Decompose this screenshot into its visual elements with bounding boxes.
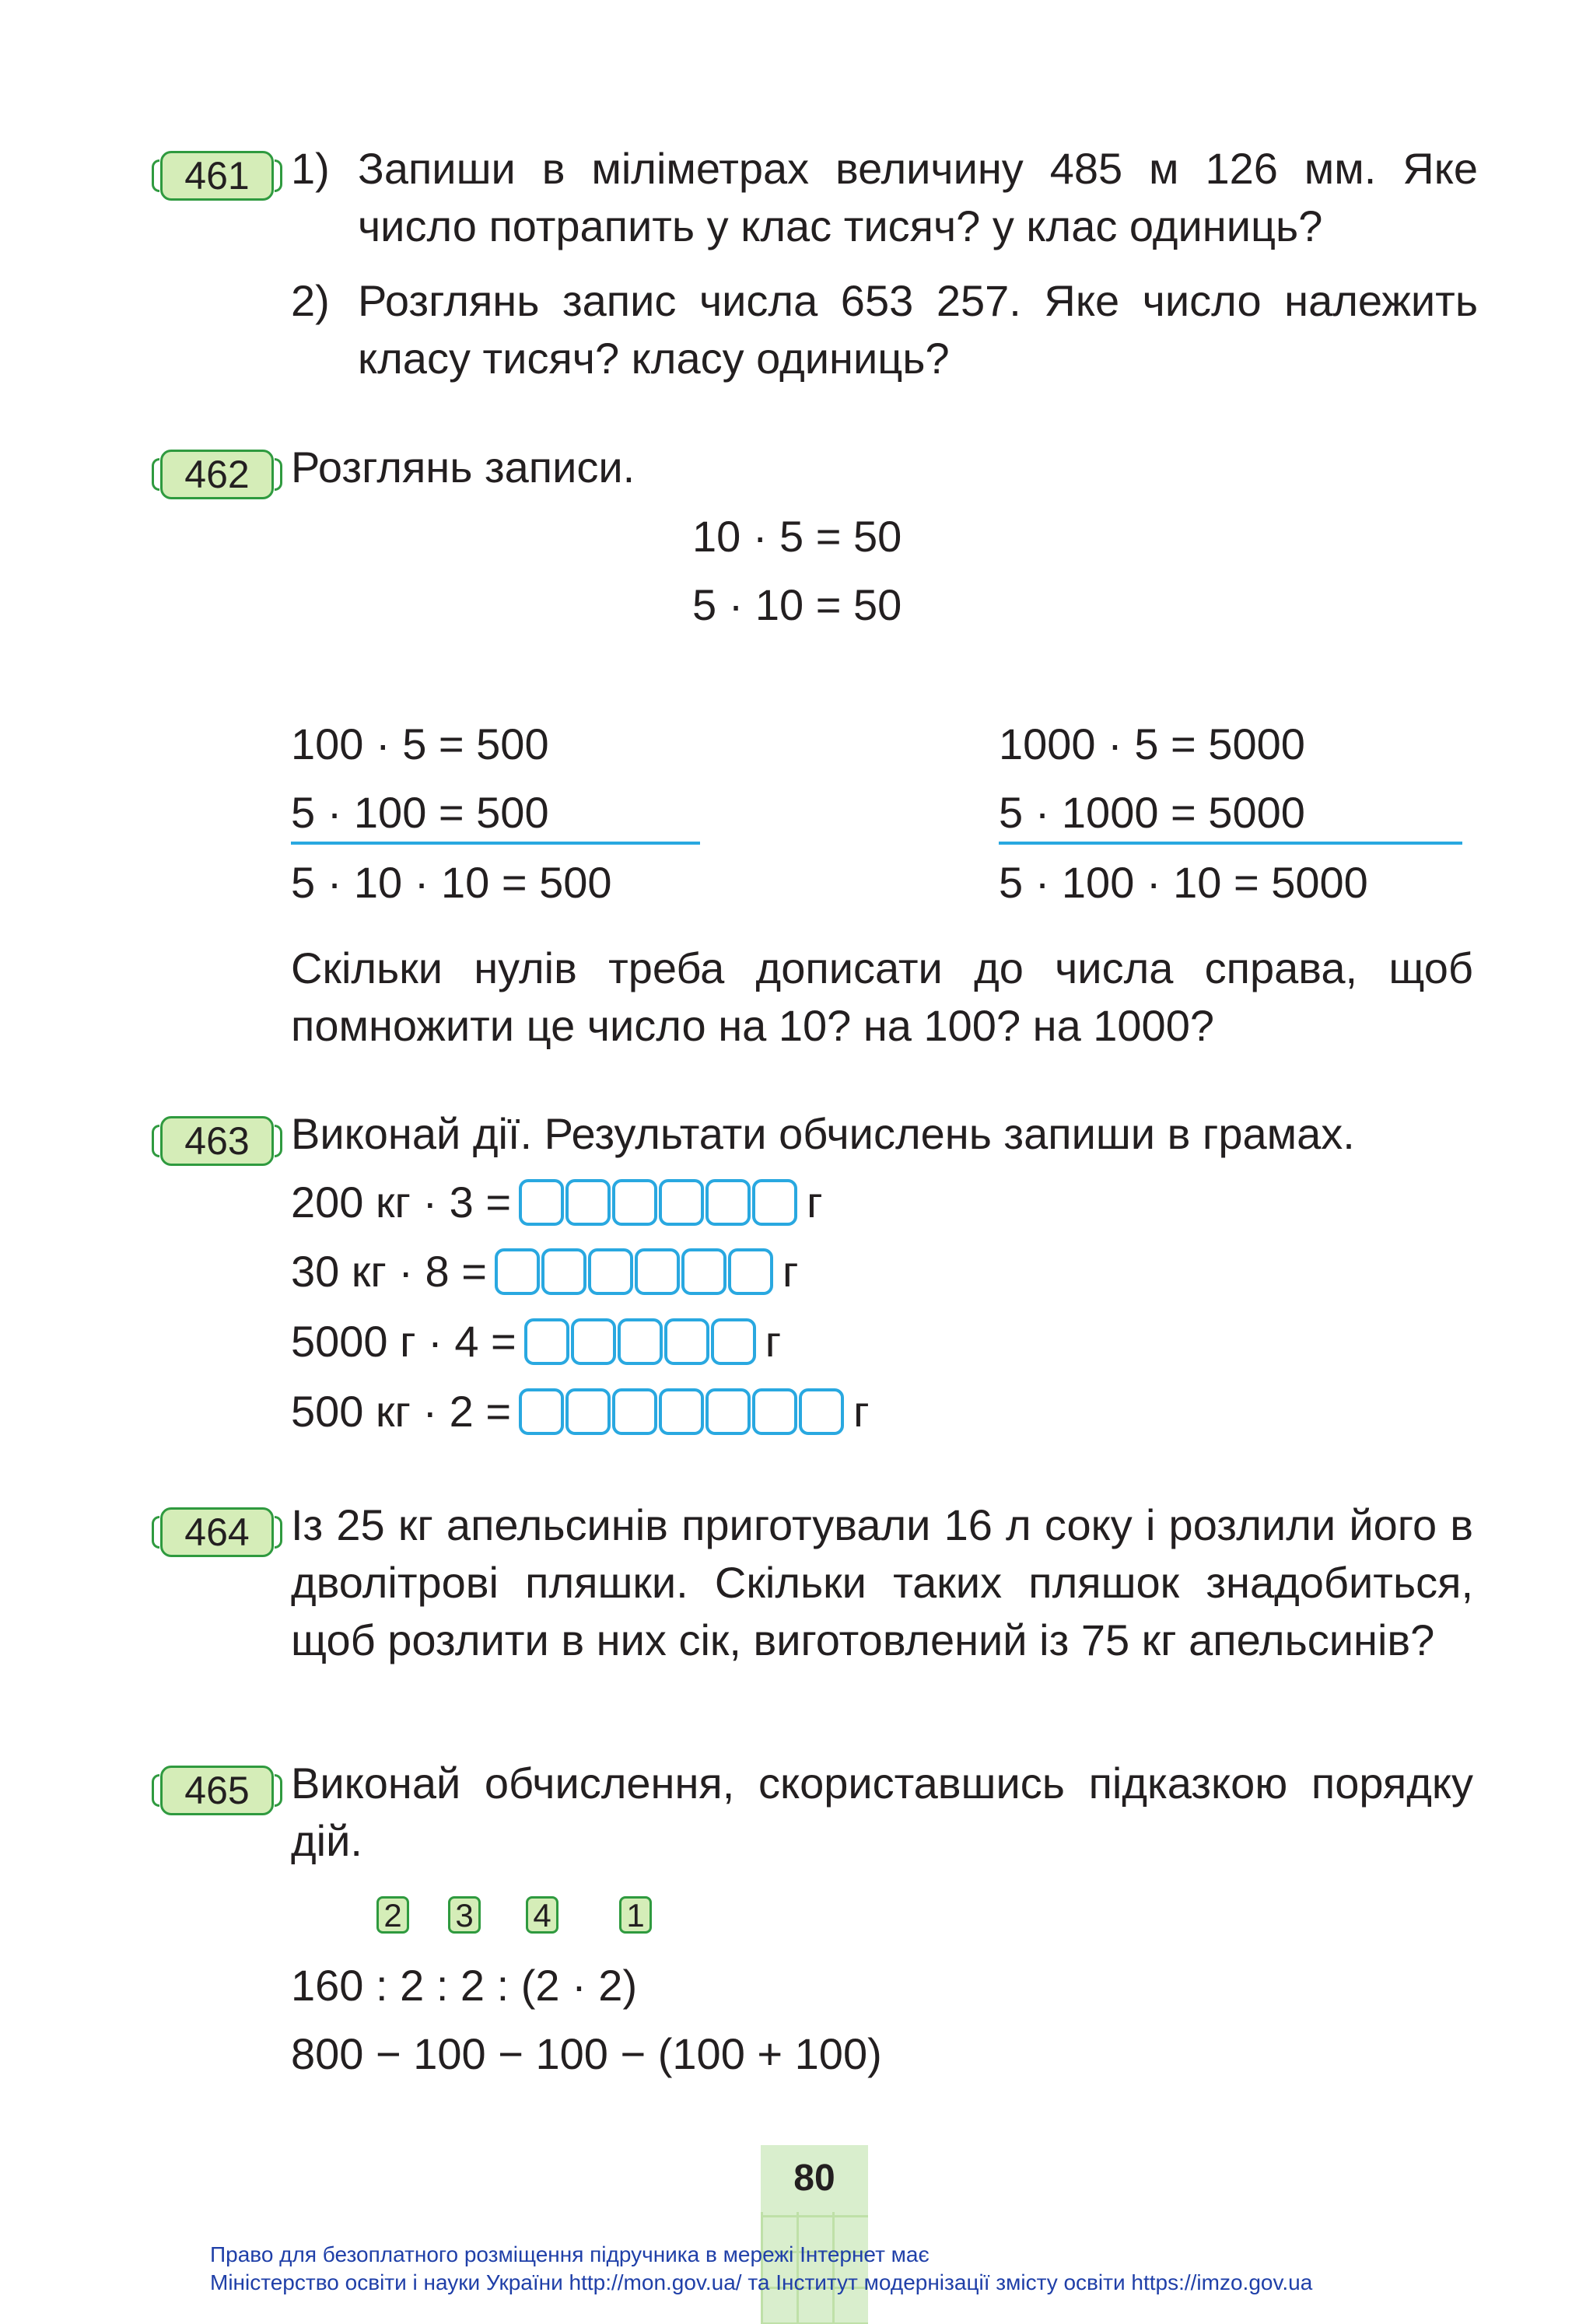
digit-cell[interactable] (635, 1248, 680, 1295)
digit-cell[interactable] (541, 1248, 586, 1295)
item-mark: 2) (291, 276, 330, 325)
item-mark: 1) (291, 144, 330, 193)
digit-cell[interactable] (711, 1318, 756, 1365)
order-mark: 2 (376, 1896, 409, 1934)
page-number-box (761, 2145, 868, 2324)
exercise-number-badge: 462 (160, 450, 274, 499)
digit-cell[interactable] (618, 1318, 663, 1365)
exercise-text: Розглянь записи. (291, 443, 635, 492)
digit-cell[interactable] (565, 1388, 611, 1435)
equation-row: 5 · 100 = 500 (291, 788, 549, 837)
unit-label: г (782, 1247, 799, 1296)
equation-row: 10 · 5 = 50 (692, 512, 902, 561)
order-mark: 1 (619, 1896, 652, 1934)
digit-cell[interactable] (612, 1388, 657, 1435)
exercise-text: Із 25 кг апельсинів приготували 16 л соку і розлили його в дволітрові пляшки. Скільки таких пляшок знадобиться, щоб розлити в них сік, виготовлений із 75 кг апельсинів? (291, 1500, 1473, 1664)
exercise-number-badge: 463 (160, 1116, 274, 1166)
equation-row: 5 · 1000 = 5000 (999, 788, 1305, 837)
expression-row: 160 : 2 : 2 : (2 · 2) (291, 1961, 638, 2010)
divider-line (999, 842, 1462, 845)
divider-line (291, 842, 700, 845)
exercise-text: Виконай обчислення, скориставшись підказкою порядку дій. (291, 1759, 1473, 1865)
unit-label: г (807, 1178, 823, 1227)
conversion-expression: 5000 г · 4 = (291, 1317, 516, 1366)
digit-cell[interactable] (752, 1179, 797, 1226)
expression-row: 800 − 100 − 100 − (100 + 100) (291, 2029, 882, 2078)
order-mark: 3 (448, 1896, 481, 1934)
exercise-text: Розглянь запис числа 653 257. Яке число належить класу тисяч? класу одиниць? (358, 276, 1478, 383)
equation-row: 5 · 100 · 10 = 5000 (999, 858, 1368, 907)
page-number: 80 (761, 2145, 868, 2212)
digit-cell[interactable] (519, 1388, 564, 1435)
digit-cell[interactable] (664, 1318, 709, 1365)
digit-cell[interactable] (524, 1318, 569, 1365)
answer-cells[interactable] (519, 1388, 846, 1435)
digit-cell[interactable] (565, 1179, 611, 1226)
equation-row: 5 · 10 = 50 (692, 580, 902, 629)
digit-cell[interactable] (799, 1388, 844, 1435)
digit-cell[interactable] (728, 1248, 773, 1295)
exercise-text: Виконай дії. Результати обчислень запиши в грамах. (291, 1109, 1355, 1158)
answer-cells[interactable] (524, 1318, 758, 1365)
equation-row: 1000 · 5 = 5000 (999, 719, 1305, 768)
unit-label: г (853, 1387, 870, 1436)
conversion-expression: 500 кг · 2 = (291, 1387, 512, 1436)
equation-row: 100 · 5 = 500 (291, 719, 549, 768)
digit-cell[interactable] (519, 1179, 564, 1226)
exercise-number-badge: 461 (160, 151, 274, 201)
digit-cell[interactable] (659, 1388, 704, 1435)
answer-cells[interactable] (519, 1179, 799, 1226)
order-mark: 4 (526, 1896, 558, 1934)
digit-cell[interactable] (612, 1179, 657, 1226)
digit-cell[interactable] (659, 1179, 704, 1226)
digit-cell[interactable] (705, 1179, 751, 1226)
digit-cell[interactable] (495, 1248, 540, 1295)
digit-cell[interactable] (705, 1388, 751, 1435)
digit-cell[interactable] (752, 1388, 797, 1435)
digit-cell[interactable] (681, 1248, 726, 1295)
conversion-row (291, 1314, 781, 1369)
exercise-text: Запиши в міліметрах величину 485 м 126 мм. Яке число потрапить у клас тисяч? у клас одиниць? (358, 144, 1478, 250)
conversion-expression: 30 кг · 8 = (291, 1247, 487, 1296)
digit-cell[interactable] (571, 1318, 616, 1365)
equation-row: 5 · 10 · 10 = 500 (291, 858, 612, 907)
unit-label: г (765, 1317, 782, 1366)
exercise-number-badge: 464 (160, 1507, 274, 1557)
answer-cells[interactable] (495, 1248, 775, 1295)
conversion-row (291, 1384, 870, 1439)
conversion-expression: 200 кг · 3 = (291, 1178, 512, 1227)
conversion-row (291, 1175, 823, 1230)
footer-line: Міністерство освіти і науки України http://mon.gov.ua/ та Інститут модернізації змісту освіти https://imzo.gov.ua (210, 2270, 1313, 2294)
footer-line: Право для безоплатного розміщення підручника в мережі Інтернет має (210, 2242, 930, 2266)
exercise-question: Скільки нулів треба дописати до числа справа, щоб помножити це число на 10? на 100? на 1000? (291, 943, 1473, 1050)
digit-cell[interactable] (588, 1248, 633, 1295)
conversion-row (291, 1244, 798, 1299)
exercise-number-badge: 465 (160, 1766, 274, 1815)
